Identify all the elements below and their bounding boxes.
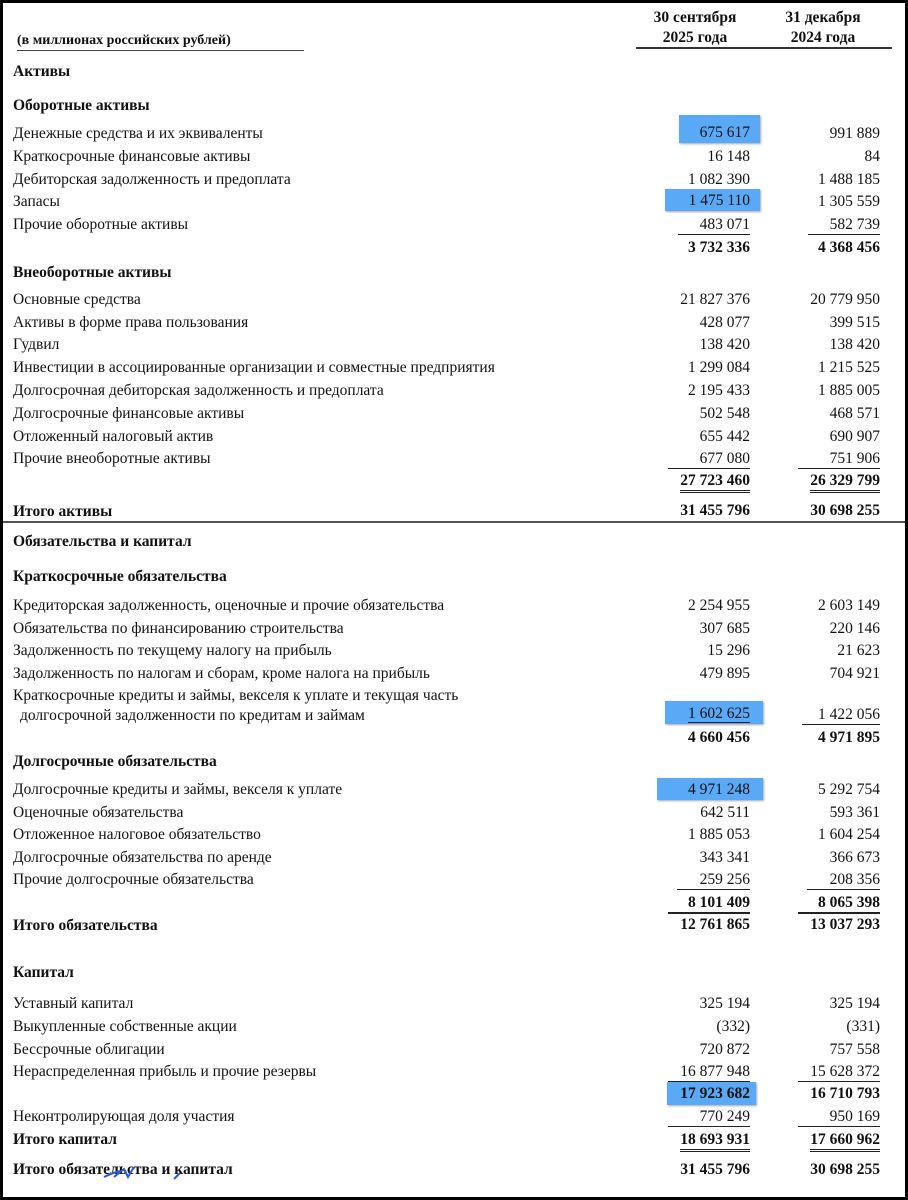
total-assets-label: Итого активы	[13, 503, 113, 520]
value-2024: 208 356	[807, 871, 880, 890]
row-label: Дебиторская задолженность и предоплата	[13, 171, 291, 188]
value-2024: 950 169	[798, 1108, 880, 1127]
row-label: Инвестиции в ассоциированные организации и совместные предприятия	[13, 359, 495, 376]
column-header-2025-year: 2025 года	[662, 29, 728, 46]
subtotal-2025: 3 732 336	[688, 239, 750, 256]
row-label-continued: долгосрочной задолженности по кредитам и займам	[20, 707, 365, 724]
row-label: Задолженность по текущему налогу на прибыль	[13, 642, 332, 659]
value-2024: 690 907	[829, 428, 880, 445]
row-label: Долгосрочные кредиты и займы, векселя к уплате	[13, 781, 343, 798]
row-label: Краткосрочные кредиты и займы, векселя к уплате и текущая часть	[13, 687, 459, 704]
units-note: (в миллионах российских рублей)	[17, 33, 304, 51]
subtotal-2025: 8 101 409	[668, 894, 750, 914]
equity-subtotal-2024: 16 710 793	[810, 1085, 880, 1102]
section-title-current-liabilities: Краткосрочные обязательства	[13, 568, 227, 585]
column-header-2024-year: 2024 года	[790, 29, 856, 46]
value-2024: 1 885 005	[818, 382, 880, 399]
grand-total-2024: 30 698 255	[810, 1161, 880, 1178]
value-2025: 720 872	[699, 1041, 750, 1058]
value-2024: 15 628 372	[798, 1063, 880, 1082]
total-liabilities-2025: 12 761 865	[680, 916, 750, 933]
value-2025: 502 548	[699, 405, 750, 422]
section-title-equity: Капитал	[13, 964, 74, 981]
value-2025-text: 1 602 625	[688, 705, 750, 722]
value-2024: 757 558	[829, 1041, 880, 1058]
total-equity-2024: 17 660 962	[810, 1131, 880, 1152]
column-header-2024	[763, 8, 883, 48]
value-2025-highlighted: 675 617	[679, 115, 760, 143]
value-2025: 307 685	[699, 620, 750, 637]
value-2025: 15 296	[707, 642, 750, 659]
value-2024: 582 739	[808, 216, 880, 235]
value-2024: 20 779 950	[810, 291, 880, 308]
value-2025: 483 071	[678, 216, 750, 235]
value-2024: 84	[864, 148, 880, 165]
row-label: Кредиторская задолженность, оценочные и прочие обязательства	[13, 597, 445, 614]
subtotal-2024: 26 329 799	[810, 472, 880, 493]
grand-total-2025: 31 455 796	[680, 1161, 750, 1178]
value-2025: 642 511	[700, 804, 750, 821]
value-2024: 704 921	[829, 665, 880, 682]
value-2025: 138 420	[699, 336, 750, 353]
value-2025: 259 256	[677, 871, 750, 890]
value-2025: 1 885 053	[688, 826, 750, 843]
value-2024: 21 623	[837, 642, 880, 659]
row-label: Гудвил	[13, 336, 60, 353]
value-2024: 220 146	[829, 620, 880, 637]
value-2025: (332)	[716, 1018, 750, 1035]
value-2024: 366 673	[829, 849, 880, 866]
value-2025: 2 254 955	[688, 597, 750, 614]
value-2025: 770 249	[668, 1108, 750, 1127]
pen-scribble-mark	[98, 1161, 208, 1185]
value-2024: 751 906	[798, 450, 880, 469]
value-2025: 677 080	[668, 450, 750, 469]
value-2025: 655 442	[699, 428, 750, 445]
row-label: Долгосрочные финансовые активы	[13, 405, 245, 422]
row-label: Задолженность по налогам и сборам, кроме налога на прибыль	[13, 665, 430, 682]
subtotal-2025: 4 660 456	[688, 729, 750, 746]
total-equity-2025: 18 693 931	[680, 1131, 750, 1152]
value-2024: 138 420	[829, 336, 880, 353]
section-title-noncurrent-assets: Внеоборотные активы	[13, 264, 172, 281]
total-assets-2024: 30 698 255	[810, 502, 880, 519]
row-label: Основные средства	[13, 291, 141, 308]
value-2025: 2 195 433	[688, 382, 750, 399]
row-label: Запасы	[13, 193, 60, 210]
value-2024: (331)	[846, 1018, 880, 1035]
total-assets-2025: 31 455 796	[680, 502, 750, 519]
value-2025: 1 082 390	[688, 171, 750, 188]
equity-subtotal-2025-highlighted: 17 923 682	[667, 1082, 756, 1105]
section-title-noncurrent-liabilities: Долгосрочные обязательства	[13, 753, 217, 770]
value-2025-highlighted: 4 971 248	[657, 778, 763, 800]
value-2025: 16 877 948	[668, 1063, 750, 1082]
row-label: Отложенный налоговый актив	[13, 428, 214, 445]
row-label: Активы в форме права пользования	[13, 314, 249, 331]
value-2024: 5 292 754	[818, 781, 880, 798]
value-2025-highlighted	[665, 701, 763, 724]
value-2025: 325 194	[699, 995, 750, 1012]
header-underline	[636, 47, 892, 49]
value-2025: 343 341	[699, 849, 750, 866]
row-label: Выкупленные собственные акции	[13, 1018, 237, 1035]
column-header-2024-date: 31 декабря	[785, 9, 861, 26]
total-liabilities-2024: 13 037 293	[810, 916, 880, 933]
grand-total-label: Итого обязательства и капитал	[13, 1161, 233, 1178]
subtotal-2024: 4 971 895	[818, 729, 880, 746]
value-2024: 2 603 149	[818, 597, 880, 614]
value-2025: 16 148	[707, 148, 750, 165]
value-2025-highlighted: 1 475 110	[665, 189, 760, 211]
value-2025: 21 827 376	[680, 291, 750, 308]
total-liabilities-label: Итого обязательства	[13, 917, 158, 934]
row-label: Краткосрочные финансовые активы	[13, 148, 251, 165]
row-label: Оценочные обязательства	[13, 804, 184, 821]
value-2024: 1 305 559	[818, 193, 880, 210]
value-2024: 1 488 185	[818, 171, 880, 188]
row-label: Обязательства по финансированию строительства	[13, 620, 344, 637]
row-label: Бессрочные облигации	[13, 1041, 165, 1058]
row-label: Уставный капитал	[13, 995, 134, 1012]
value-2025: 1 299 084	[688, 359, 750, 376]
total-equity-label: Итого капитал	[13, 1131, 117, 1148]
value-2024: 325 194	[829, 995, 880, 1012]
row-label: Прочие оборотные активы	[13, 216, 189, 233]
value-2024: 399 515	[829, 314, 880, 331]
section-title-liabilities-equity: Обязательства и капитал	[13, 533, 192, 550]
subtotal-2024: 8 065 398	[798, 894, 880, 914]
section-divider	[3, 521, 905, 523]
value-2024: 1 215 525	[818, 359, 880, 376]
subtotal-2024: 4 368 456	[818, 239, 880, 256]
row-label: Неконтролирующая доля участия	[13, 1108, 235, 1125]
section-title-current-assets: Оборотные активы	[13, 97, 150, 114]
subtotal-2025: 27 723 460	[680, 472, 750, 493]
section-title-assets: Активы	[13, 63, 71, 80]
row-label: Отложенное налоговое обязательство	[13, 826, 261, 843]
value-2024: 593 361	[829, 804, 880, 821]
column-header-2025	[635, 8, 755, 48]
row-label: Прочие внеоборотные активы	[13, 450, 211, 467]
value-2025: 428 077	[699, 314, 750, 331]
value-2025: 479 895	[699, 665, 750, 682]
row-label: Нераспределенная прибыль и прочие резервы	[13, 1063, 317, 1080]
row-label: Долгосрочная дебиторская задолженность и предоплата	[13, 382, 384, 399]
row-label: Денежные средства и их эквиваленты	[13, 125, 263, 142]
row-label: Прочие долгосрочные обязательства	[13, 871, 254, 888]
value-2024: 468 571	[829, 405, 880, 422]
row-label: Долгосрочные обязательства по аренде	[13, 849, 272, 866]
value-2024: 1 422 056	[802, 706, 880, 725]
column-header-2025-date: 30 сентября	[653, 9, 737, 26]
value-2024: 991 889	[829, 125, 880, 142]
value-2024: 1 604 254	[818, 826, 880, 843]
